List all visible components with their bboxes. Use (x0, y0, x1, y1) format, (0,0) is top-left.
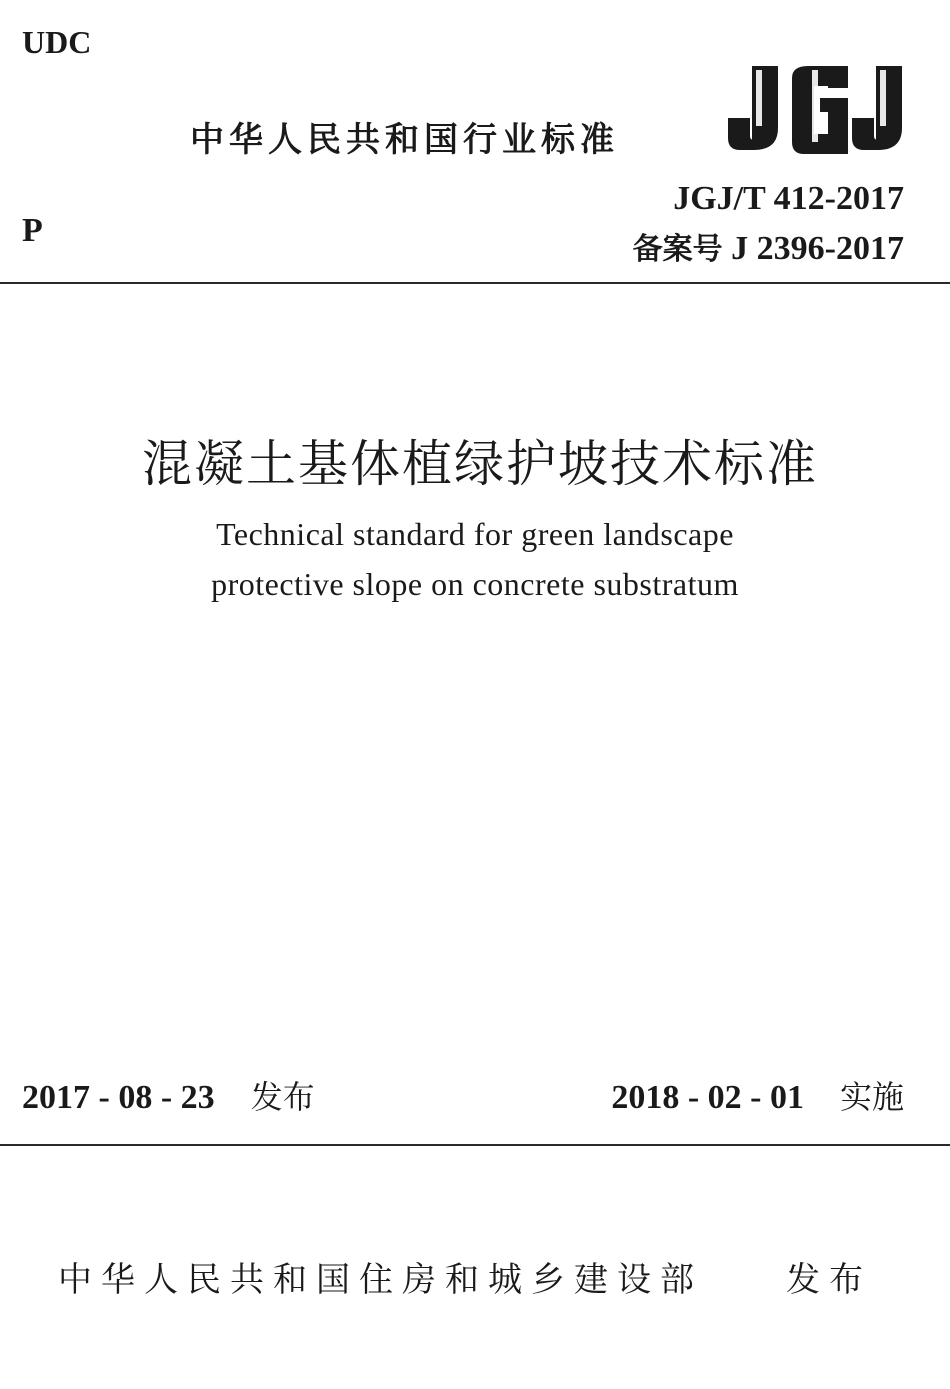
record-prefix: 备案号 (632, 232, 723, 267)
record-number: J 2396-2017 (731, 230, 904, 267)
record-number-line (633, 224, 904, 268)
implement-date: 2018 - 02 - 01 (611, 1079, 804, 1116)
issue-date: 2017 - 08 - 23 (22, 1079, 215, 1116)
jgj-logo (726, 62, 906, 154)
title-english-line1: Technical standard for green landscape (216, 516, 734, 552)
classification-code: P (22, 212, 43, 249)
issue-label: 发布 (250, 1078, 315, 1116)
implement-date-line (611, 1072, 904, 1118)
ministry-name: 中华人民共和国住房和城乡建设部 (58, 1260, 703, 1300)
top-divider (0, 282, 950, 284)
standard-number: JGJ/T 412-2017 (673, 180, 904, 217)
industry-standard-heading: 中华人民共和国行业标准 (190, 120, 619, 160)
issue-date-line (22, 1072, 315, 1118)
implement-label: 实施 (839, 1078, 904, 1116)
udc-label: UDC (22, 24, 92, 60)
title-english-line2: protective slope on concrete substratum (211, 566, 739, 602)
ministry-publish-label: 发布 (786, 1260, 872, 1300)
bottom-divider (0, 1144, 950, 1146)
title-chinese: 混凝土基体植绿护坡技术标准 (142, 435, 818, 493)
